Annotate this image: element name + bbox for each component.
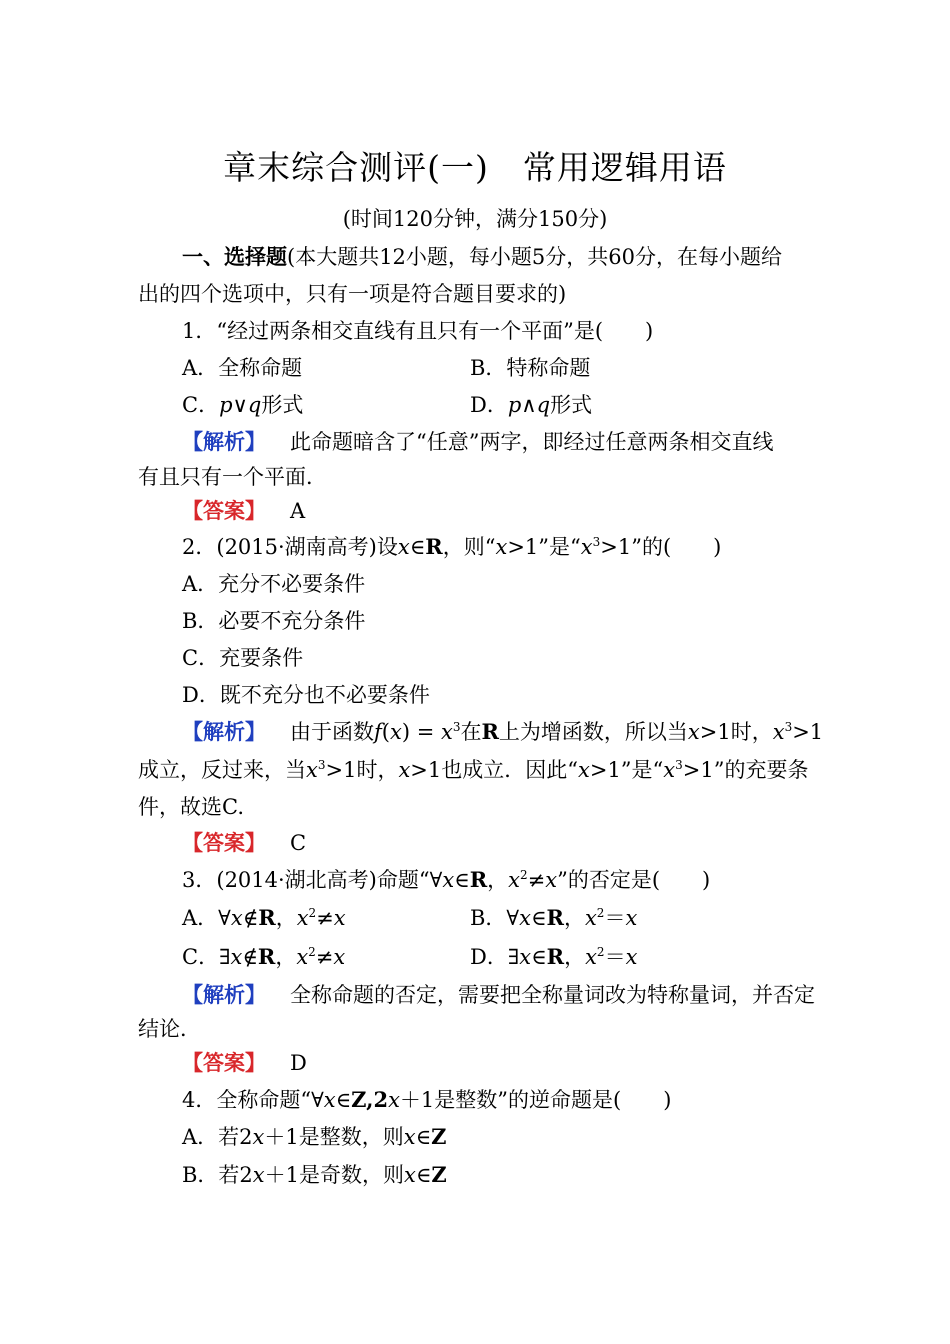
q4-option-a: A．若2x＋1是整数，则x∈Z xyxy=(182,1124,447,1149)
q1-analysis-line-1: 【解析】 此命题暗含了“任意”两字，即经过任意两条相交直线 xyxy=(182,429,774,454)
section-intro-line-2: 出的四个选项中，只有一项是符合题目要求的) xyxy=(138,282,567,306)
q3-option-b: B．∀x∈R，$x^2=x$ xyxy=(470,905,638,930)
section-heading: 一、选择题 xyxy=(182,244,287,269)
answer-tag: 【答案】 xyxy=(182,830,266,855)
q4-option-b: B．若2x＋1是奇数，则x∈Z xyxy=(182,1162,447,1187)
q1-option-a: A．全称命题 xyxy=(182,356,303,380)
q2-analysis-line-1: 【解析】 由于函数$f(x) = x^3$在R上为增函数，所以当x>1时，$x^3>1$ xyxy=(182,719,824,744)
q1-option-b: B．特称命题 xyxy=(470,356,591,380)
q1-option-d: D．p∧q形式 xyxy=(470,393,593,417)
q3-option-c: C．∃x∉R，$x^2\ne x$ xyxy=(182,944,346,969)
q3-stem: 3．(2014·湖北高考)命题“∀x∈R，$x^2\ne x$”的否定是( ) xyxy=(182,867,711,892)
q2-stem: 2．(2015·湖南高考)设x∈R，则“x>1”是“$x^3>1$”的( ) xyxy=(182,534,722,559)
page-title: 章末综合测评(一) 常用逻辑用语 xyxy=(223,148,727,187)
q3-analysis-line-1: 【解析】 全称命题的否定，需要把全称量词改为特称量词，并否定 xyxy=(182,982,815,1007)
q2-analysis-line-2: 成立，反过来，当$x^3>1$时，x>1也成立．因此“x>1”是“$x^3>1$”的充要条 xyxy=(138,758,809,782)
q1-analysis-line-2: 有且只有一个平面． xyxy=(138,465,327,489)
q4-stem: 4．全称命题“∀x∈Z,2x＋1是整数”的逆命题是( ) xyxy=(182,1087,672,1112)
section-intro-line-1: 一、选择题(本大题共12小题，每小题5分，共60分，在每小题给 xyxy=(182,244,782,269)
analysis-tag: 【解析】 xyxy=(182,429,266,454)
q2-answer: 【答案】 C xyxy=(182,830,307,855)
q1-option-c: C．p∨q形式 xyxy=(182,393,304,417)
analysis-tag: 【解析】 xyxy=(182,719,266,744)
q1-answer: 【答案】 A xyxy=(182,498,306,523)
answer-tag: 【答案】 xyxy=(182,498,266,523)
q3-answer: 【答案】 D xyxy=(182,1050,307,1075)
q2-option-a: A．充分不必要条件 xyxy=(182,572,366,596)
q2-option-c: C．充要条件 xyxy=(182,646,304,670)
answer-tag: 【答案】 xyxy=(182,1050,266,1075)
q2-option-d: D．既不充分也不必要条件 xyxy=(182,683,430,707)
q2-analysis-line-3: 件，故选C. xyxy=(138,795,244,819)
page-subtitle: (时间120分钟，满分150分) xyxy=(342,207,608,231)
q3-option-a: A．∀x∉R，$x^2\ne x$ xyxy=(182,905,346,930)
analysis-tag: 【解析】 xyxy=(182,982,266,1007)
q2-option-b: B．必要不充分条件 xyxy=(182,609,366,633)
q3-option-d: D．∃x∈R，$x^2=x$ xyxy=(470,944,638,969)
q3-analysis-line-2: 结论． xyxy=(138,1017,201,1041)
q1-stem: 1．“经过两条相交直线有且只有一个平面”是( ) xyxy=(182,319,654,343)
